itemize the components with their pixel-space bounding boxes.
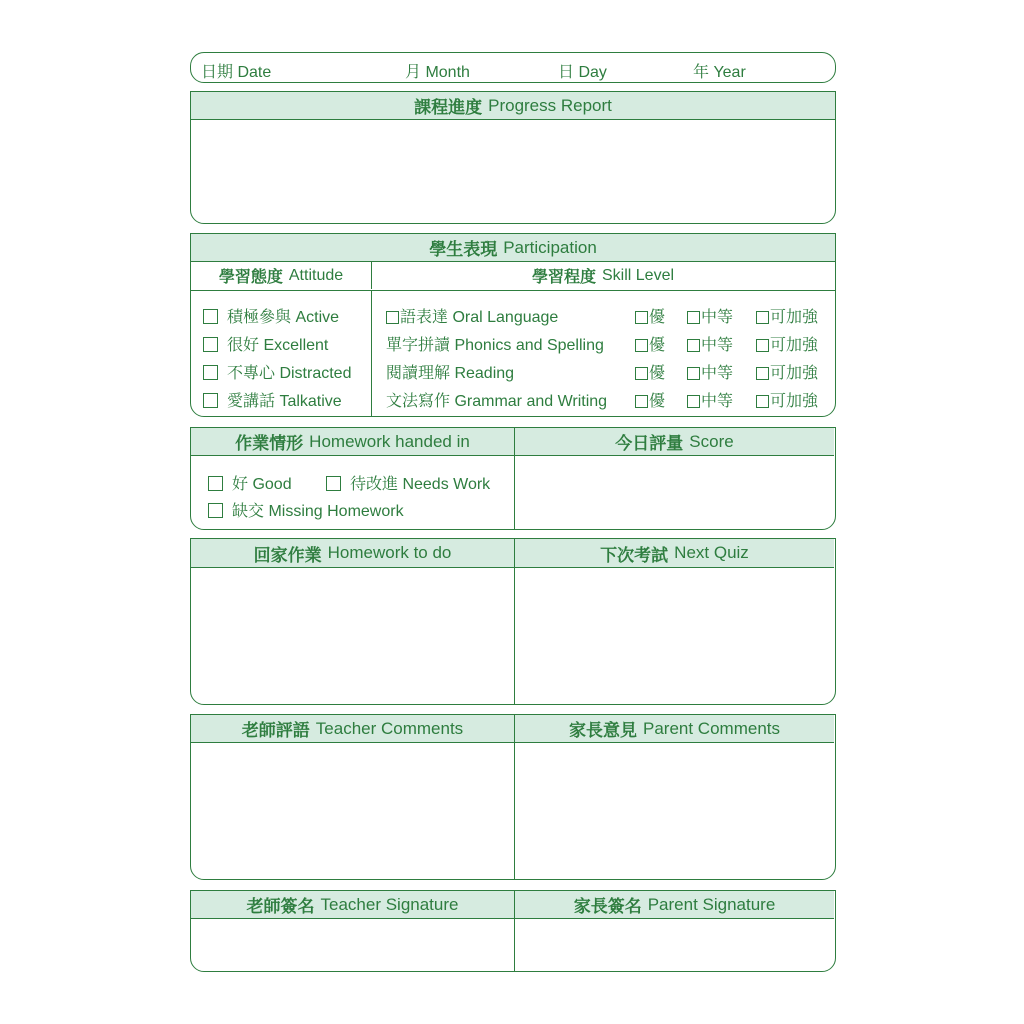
level-option[interactable] bbox=[756, 388, 818, 411]
checkbox[interactable] bbox=[687, 339, 700, 352]
skill-label: 文法寫作 Grammar and Writing bbox=[386, 393, 608, 410]
checkbox[interactable] bbox=[756, 395, 769, 408]
homework-status-en: Homework handed in bbox=[309, 431, 470, 451]
progress-report-header bbox=[191, 92, 835, 120]
date-bar bbox=[190, 52, 836, 83]
checkbox[interactable] bbox=[203, 337, 218, 352]
level-option[interactable] bbox=[635, 332, 665, 355]
parent-signature-header bbox=[514, 891, 834, 919]
attitude-label: 很好 Excellent bbox=[227, 337, 329, 354]
teacher-signature-en: Teacher Signature bbox=[320, 894, 459, 914]
level-option[interactable] bbox=[687, 332, 733, 355]
score-header bbox=[514, 428, 834, 456]
signature-section bbox=[190, 890, 836, 972]
checkbox[interactable] bbox=[756, 311, 769, 324]
level-option[interactable] bbox=[687, 304, 733, 327]
level-label: 可加強 bbox=[770, 337, 819, 354]
attitude-option[interactable] bbox=[203, 388, 342, 411]
homework-todo-field[interactable] bbox=[191, 568, 514, 704]
homework-good-label: 好 Good bbox=[232, 476, 292, 493]
parent-signature-field[interactable] bbox=[514, 919, 834, 971]
parent-signature-zh: 家長簽名 bbox=[573, 897, 642, 916]
attitude-en: Attitude bbox=[288, 266, 344, 284]
participation-en: Participation bbox=[503, 237, 597, 257]
homework-status-zh: 作業情形 bbox=[235, 434, 304, 453]
next-quiz-header bbox=[514, 539, 834, 568]
checkbox[interactable] bbox=[203, 393, 218, 408]
homework-todo-en: Homework to do bbox=[327, 543, 452, 562]
level-label: 優 bbox=[649, 393, 666, 410]
level-label: 可加強 bbox=[770, 393, 819, 410]
next-quiz-en: Next Quiz bbox=[674, 543, 749, 562]
parent-signature-en: Parent Signature bbox=[647, 894, 776, 914]
parent-comments-zh: 家長意見 bbox=[569, 721, 637, 740]
participation-zh: 學生表現 bbox=[429, 240, 498, 259]
level-option[interactable] bbox=[687, 388, 733, 411]
level-label: 優 bbox=[649, 309, 666, 326]
skill-level-header bbox=[371, 262, 834, 289]
progress-report-en: Progress Report bbox=[488, 95, 612, 115]
checkbox[interactable] bbox=[756, 367, 769, 380]
homework-score-section bbox=[190, 427, 836, 530]
checkbox[interactable] bbox=[687, 311, 700, 324]
checkbox[interactable] bbox=[687, 395, 700, 408]
level-option[interactable] bbox=[635, 360, 665, 383]
skill-row bbox=[386, 388, 607, 411]
attitude-option[interactable] bbox=[203, 332, 328, 355]
checkbox[interactable] bbox=[635, 339, 648, 352]
skill-label: 語表達 Oral Language bbox=[400, 309, 559, 326]
teacher-comments-zh: 老師評語 bbox=[241, 721, 310, 740]
skill-level-zh: 學習程度 bbox=[531, 269, 596, 286]
level-option[interactable] bbox=[635, 304, 665, 327]
next-quiz-zh: 下次考試 bbox=[600, 545, 669, 565]
level-label: 可加強 bbox=[770, 365, 819, 382]
attitude-option[interactable] bbox=[203, 360, 351, 383]
parent-comments-header bbox=[514, 715, 834, 743]
checkbox[interactable] bbox=[756, 339, 769, 352]
checkbox[interactable] bbox=[203, 365, 218, 380]
homework-missing-option[interactable] bbox=[208, 498, 404, 521]
progress-report-field[interactable] bbox=[191, 120, 835, 224]
teacher-comments-field[interactable] bbox=[191, 743, 514, 879]
comments-section bbox=[190, 714, 836, 880]
level-label: 中等 bbox=[701, 365, 734, 382]
homework-status-header bbox=[191, 428, 514, 456]
teacher-comments-header bbox=[191, 715, 514, 743]
homework-score-divider bbox=[514, 456, 515, 530]
homework-missing-label: 缺交 Missing Homework bbox=[232, 503, 404, 520]
score-en: Score bbox=[689, 431, 734, 451]
teacher-signature-zh: 老師簽名 bbox=[246, 897, 315, 916]
score-zh: 今日評量 bbox=[615, 434, 684, 453]
skill-row bbox=[386, 332, 604, 355]
checkbox[interactable] bbox=[635, 395, 648, 408]
level-option[interactable] bbox=[635, 388, 665, 411]
checkbox[interactable] bbox=[326, 476, 341, 491]
homework-good-option[interactable] bbox=[208, 471, 292, 494]
teacher-signature-header bbox=[191, 891, 514, 919]
next-quiz-field[interactable] bbox=[514, 568, 834, 704]
homework-todo-header bbox=[191, 539, 514, 568]
level-label: 中等 bbox=[701, 393, 734, 410]
checkbox[interactable] bbox=[203, 309, 218, 324]
progress-report-section bbox=[190, 91, 836, 224]
teacher-signature-field[interactable] bbox=[191, 919, 514, 971]
skill-label: 閱讀理解 Reading bbox=[386, 365, 515, 382]
attitude-label: 愛講話 Talkative bbox=[227, 393, 342, 410]
attitude-label: 不專心 Distracted bbox=[227, 365, 352, 382]
parent-comments-field[interactable] bbox=[514, 743, 834, 879]
checkbox[interactable] bbox=[386, 311, 399, 324]
skill-row bbox=[386, 304, 558, 327]
participation-subheaders bbox=[191, 262, 835, 291]
checkbox[interactable] bbox=[208, 503, 223, 518]
attitude-zh: 學習態度 bbox=[218, 269, 283, 286]
attitude-option[interactable] bbox=[203, 304, 339, 327]
homework-needs-work-label: 待改進 Needs Work bbox=[350, 476, 491, 493]
level-label: 中等 bbox=[701, 309, 734, 326]
progress-report-zh: 課程進度 bbox=[414, 98, 483, 117]
attitude-label: 積極參與 Active bbox=[227, 309, 340, 326]
homework-todo-zh: 回家作業 bbox=[253, 545, 322, 565]
day-field[interactable]: 日 Day bbox=[558, 64, 607, 81]
checkbox[interactable] bbox=[635, 311, 648, 324]
skill-label: 單字拼讀 Phonics and Spelling bbox=[386, 337, 604, 354]
participation-divider bbox=[371, 291, 372, 417]
score-field[interactable] bbox=[516, 458, 834, 528]
teacher-comments-en: Teacher Comments bbox=[315, 718, 464, 738]
level-label: 優 bbox=[649, 337, 666, 354]
homework-quiz-section bbox=[190, 538, 836, 705]
parent-comments-en: Parent Comments bbox=[643, 718, 780, 738]
checkbox[interactable] bbox=[635, 367, 648, 380]
year-field[interactable]: 年 Year bbox=[693, 64, 746, 81]
homework-needs-work-option[interactable] bbox=[326, 471, 490, 494]
skill-row bbox=[386, 360, 514, 383]
skill-level-en: Skill Level bbox=[601, 266, 675, 284]
level-option[interactable] bbox=[687, 360, 733, 383]
level-option[interactable] bbox=[756, 304, 818, 327]
level-label: 可加強 bbox=[770, 309, 819, 326]
level-option[interactable] bbox=[756, 360, 818, 383]
level-label: 優 bbox=[649, 365, 666, 382]
checkbox[interactable] bbox=[208, 476, 223, 491]
month-field[interactable]: 月 Month bbox=[405, 64, 470, 81]
participation-header bbox=[191, 234, 835, 262]
level-option[interactable] bbox=[756, 332, 818, 355]
checkbox[interactable] bbox=[687, 367, 700, 380]
level-label: 中等 bbox=[701, 337, 734, 354]
attitude-header bbox=[191, 262, 371, 289]
participation-section bbox=[190, 233, 836, 417]
date-label: 日期 Date bbox=[201, 64, 272, 81]
